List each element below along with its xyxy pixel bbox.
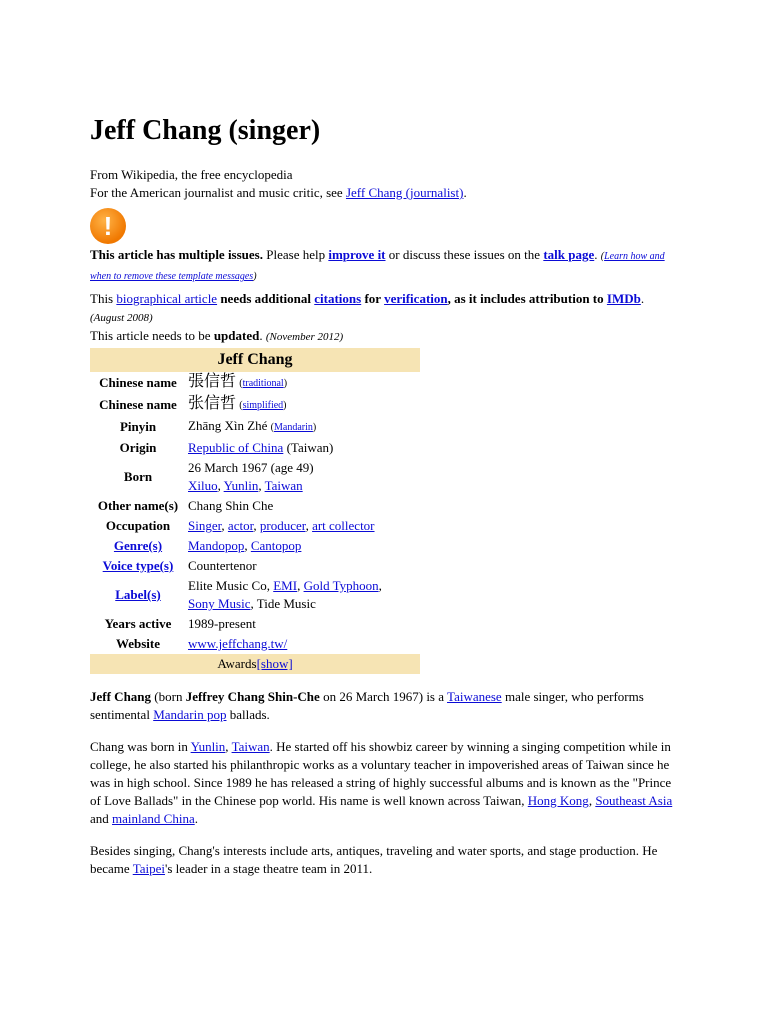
warning-icon: !	[90, 208, 126, 244]
infobox-row-website: Website www.jeffchang.tw/	[115, 636, 288, 651]
biographical-article-link[interactable]: biographical article	[116, 291, 218, 306]
talk-page-link[interactable]: talk page	[543, 247, 595, 262]
hatnote: For the American journalist and music critic, see Jeff Chang (journalist).	[90, 185, 467, 200]
infobox	[90, 348, 420, 674]
mainland-china-link[interactable]: mainland China	[112, 811, 195, 826]
gold-typhoon-link[interactable]: Gold Typhoon	[303, 578, 379, 593]
imdb-link[interactable]: IMDb	[606, 291, 641, 306]
xiluo-link[interactable]: Xiluo	[188, 478, 218, 493]
issues-notice: This article has multiple issues. Please help improve it or discuss these issues on the talk page. (Learn how and when to remove these template messages)	[90, 247, 665, 282]
hatnote-link[interactable]: Jeff Chang (journalist)	[345, 185, 464, 200]
mandarin-pop-link[interactable]: Mandarin pop	[153, 707, 227, 722]
paragraph-career: Chang was born in Yunlin, Taiwan. He started off his showbiz career by winning a singing competition while in college, he also started his philanthropic works as a voluntary teacher in impoverished areas of Taiwan since he was in high school. Since 1989 he has released a string of highly successful albums and is known as the "Prince of Love Ballads" in the Chinese pop world. His name is well known across Taiwan, Hong Kong, Southeast Asia and mainland China.	[90, 739, 673, 826]
tagline: From Wikipedia, the free encyclopedia	[90, 167, 293, 182]
occupation-link[interactable]: Singer	[188, 518, 222, 533]
paragraph-interests: Besides singing, Chang's interests include arts, antiques, traveling and water sports, and stage production. He became Taipei's leader in a stage theatre team in 2011.	[90, 843, 658, 876]
yunlin-link[interactable]: Yunlin	[190, 739, 226, 754]
citations-notice: This biographical article needs additional citations for verification, as it includes attribution to IMDb. (August 2008)	[90, 291, 645, 324]
citations-link[interactable]: citations	[314, 291, 362, 306]
awards-row: Awards[show]	[90, 654, 420, 674]
simplified-link[interactable]: simplified	[242, 400, 284, 411]
occupation-link[interactable]: art collector	[312, 518, 375, 533]
yunlin-link[interactable]: Yunlin	[223, 478, 259, 493]
infobox-row-label: Label(s) Elite Music Co, EMI, Gold Typhoon, Sony Music, Tide Music	[115, 578, 382, 611]
voice-type-label-link[interactable]: Voice type(s)	[102, 558, 174, 573]
taipei-link[interactable]: Taipei	[132, 861, 166, 876]
infobox-row-origin: Origin Republic of China (Taiwan)	[119, 440, 334, 455]
paragraph-intro: Jeff Chang (born Jeffrey Chang Shin-Che on 26 March 1967) is a Taiwanese male singer, who performs sentimental Mandarin pop ballads.	[90, 689, 644, 722]
infobox-row-pinyin: Pinyin Zhāng Xìn Zhé (Mandarin)	[119, 418, 317, 434]
emi-link[interactable]: EMI	[273, 578, 298, 593]
hong-kong-link[interactable]: Hong Kong	[527, 793, 589, 808]
improve-link[interactable]: improve it	[328, 247, 386, 262]
article	[90, 110, 680, 891]
page-title: Jeff Chang (singer)	[90, 115, 321, 146]
occupation-link[interactable]: actor	[227, 518, 254, 533]
label-label-link[interactable]: Label(s)	[115, 587, 161, 602]
infobox-row-born: Born 26 March 1967 (age 49) Xiluo, Yunlin, Taiwan	[123, 460, 314, 493]
taiwanese-link[interactable]: Taiwanese	[447, 689, 502, 704]
sony-music-link[interactable]: Sony Music	[188, 596, 251, 611]
traditional-link[interactable]: traditional	[242, 378, 284, 389]
southeast-asia-link[interactable]: Southeast Asia	[595, 793, 673, 808]
mandarin-link[interactable]: Mandarin	[274, 422, 313, 433]
taiwan-link[interactable]: Taiwan	[264, 478, 303, 493]
infobox-row-simplified: Chinese name 张信哲 (simplified)	[99, 395, 287, 412]
infobox-title: Jeff Chang	[90, 348, 420, 372]
verification-link[interactable]: verification	[384, 291, 448, 306]
learn-remove-link[interactable]: Learn how and when to remove these template messages	[90, 251, 665, 282]
infobox-row-traditional: Chinese name 張信哲 (traditional)	[99, 373, 288, 390]
infobox-row-other-names: Other name(s) Chang Shin Che	[97, 498, 274, 513]
genre-label-link[interactable]: Genre(s)	[113, 538, 163, 553]
taiwan-link[interactable]: Taiwan	[231, 739, 270, 754]
awards-show-toggle[interactable]: [show]	[256, 656, 293, 671]
infobox-row-occupation: Occupation Singer, actor, producer, art collector	[105, 518, 375, 533]
genre-link[interactable]: Mandopop	[188, 538, 245, 553]
infobox-row-voice: Voice type(s) Countertenor	[102, 558, 257, 573]
infobox-row-genre: Genre(s) Mandopop, Cantopop	[113, 538, 302, 553]
website-link[interactable]: www.jeffchang.tw/	[188, 636, 288, 651]
genre-link[interactable]: Cantopop	[250, 538, 302, 553]
update-notice: This article needs to be updated. (November 2012)	[90, 328, 344, 343]
infobox-row-years: Years active 1989-present	[104, 616, 256, 631]
roc-link[interactable]: Republic of China	[188, 440, 284, 455]
occupation-link[interactable]: producer	[259, 518, 306, 533]
